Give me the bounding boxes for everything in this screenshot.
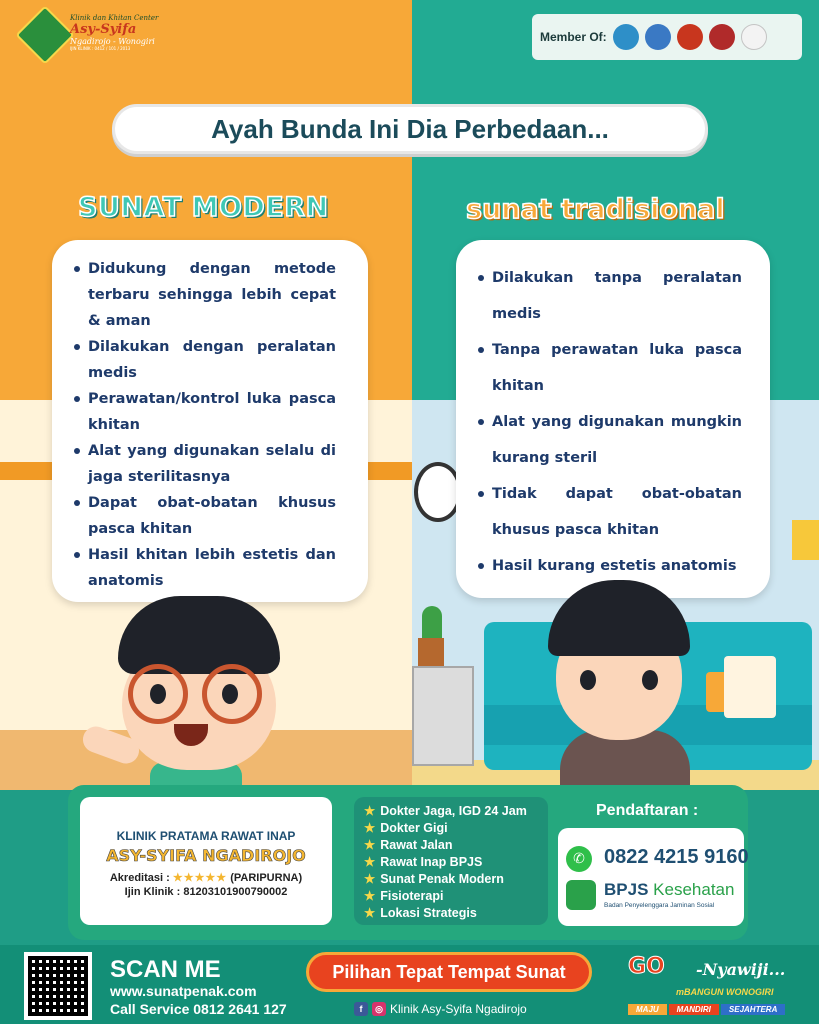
modern-item: Alat yang digunakan selalu di jaga sterilitasnya — [72, 438, 336, 490]
clinic-label: KLINIK PRATAMA RAWAT INAP — [116, 829, 296, 843]
member-of-bar — [532, 14, 802, 60]
service-item: ★ Lokasi Strategis — [364, 906, 477, 920]
member-label: Member Of: — [540, 30, 607, 44]
registration-phone[interactable]: 0822 4215 9160 — [604, 846, 749, 868]
go-subtitle: mBANGUN WONOGIRI — [676, 987, 774, 997]
logo-location: Ngadirojo - Wonogiri — [70, 37, 155, 46]
page-title: Ayah Bunda Ini Dia Perbedaan... — [211, 113, 609, 144]
modern-item: Perawatan/kontrol luka pasca khitan — [72, 386, 336, 438]
scan-me-label: SCAN ME — [110, 956, 221, 983]
social-row[interactable] — [354, 1002, 527, 1016]
go-bar-maju: MAJU — [628, 1004, 667, 1015]
traditional-heading: sunat tradisional — [466, 194, 725, 225]
star-icon: ★ — [364, 889, 376, 903]
cactus-illustration — [422, 606, 442, 642]
modern-item: Hasil khitan lebih estetis dan anatomis — [72, 542, 336, 594]
association-logo-icon — [741, 24, 767, 50]
clinic-card — [80, 797, 332, 925]
accreditation-label: Akreditasi : — [109, 872, 170, 884]
pillow-cream — [724, 656, 776, 718]
website-link[interactable]: www.sunatpenak.com — [110, 983, 257, 999]
registration-title: Pendaftaran : — [596, 802, 699, 819]
traditional-item: Hasil kurang estetis anatomis — [476, 548, 742, 584]
bpjs-subtitle: Badan Penyelenggara Jaminan Sosial — [604, 902, 715, 909]
go-nyawiji-text: -Nyawiji... — [696, 960, 786, 979]
service-item: ★ Rawat Jalan — [364, 838, 453, 852]
title-banner — [112, 104, 708, 154]
clinic-logo-text — [70, 14, 180, 51]
call-service[interactable]: Call Service 0812 2641 127 — [110, 1001, 287, 1017]
modern-item: Dilakukan dengan peralatan medis — [72, 334, 336, 386]
eye-right — [222, 684, 238, 704]
qr-code-pattern — [28, 956, 88, 1016]
star-icon: ★ — [364, 855, 376, 869]
traditional-item: Alat yang digunakan mungkin kurang steril — [476, 404, 742, 476]
accreditation-row — [80, 871, 332, 884]
service-item: ★ Sunat Penak Modern — [364, 872, 504, 886]
go-bar-mandiri: MANDIRI — [669, 1004, 719, 1015]
logo-license: IJIN KLINIK : 0412 / 101 / 2013 — [70, 46, 131, 51]
traditional-card — [456, 240, 770, 598]
network-logo-icon — [613, 24, 639, 50]
modern-item: Dapat obat-obatan khusus pasca khitan — [72, 490, 336, 542]
lamp-illustration — [792, 520, 819, 560]
partner-logo-icon — [677, 24, 703, 50]
bpjs-logo-icon — [566, 880, 596, 910]
modern-item: Didukung dengan metode terbaru sehingga lebih cepat & aman — [72, 256, 336, 334]
khitan-logo-icon — [645, 24, 671, 50]
clinic-name: ASY-SYIFA NGADIROJO — [106, 846, 306, 865]
whatsapp-icon[interactable]: ✆ — [566, 846, 592, 872]
boy2-eye-right — [642, 670, 658, 690]
service-item: ★ Rawat Inap BPJS — [364, 855, 483, 869]
eye-left — [150, 684, 166, 704]
go-bars — [628, 1004, 785, 1015]
clock-illustration — [414, 462, 462, 522]
registration-card — [558, 828, 744, 926]
service-item: ★ Dokter Gigi — [364, 821, 448, 835]
star-icon: ★ — [364, 804, 376, 818]
modern-card — [52, 240, 368, 602]
boy2-eye-left — [580, 670, 596, 690]
services-list — [354, 797, 548, 925]
ihc-logo-icon — [709, 24, 735, 50]
qr-code[interactable] — [24, 952, 92, 1020]
service-item: ★ Fisioterapi — [364, 889, 444, 903]
clinic-license: Ijin Klinik : 81203101900790002 — [124, 886, 288, 898]
traditional-item: Tidak dapat obat-obatan khusus pasca khitan — [476, 476, 742, 548]
star-icon: ★ — [364, 838, 376, 852]
star-icon: ★ — [364, 821, 376, 835]
service-item: ★ Dokter Jaga, IGD 24 Jam — [364, 804, 527, 818]
bpjs-logo-text: BPJS Kesehatan — [604, 880, 735, 899]
social-handle: Klinik Asy-Syifa Ngadirojo — [390, 1002, 527, 1016]
facebook-icon[interactable]: f — [354, 1002, 368, 1016]
logo-subtitle: Klinik dan Khitan Center — [70, 14, 159, 22]
instagram-icon[interactable]: ◎ — [372, 1002, 386, 1016]
rating-stars-icon: ★★★★★ — [172, 872, 228, 884]
go-logo: GO — [628, 954, 665, 979]
traditional-item: Dilakukan tanpa peralatan medis — [476, 260, 742, 332]
tagline-text: Pilihan Tepat Tempat Sunat — [332, 961, 566, 982]
accreditation-value: (PARIPURNA) — [230, 872, 303, 884]
modern-heading: SUNAT MODERN — [78, 192, 329, 223]
traditional-item: Tanpa perawatan luka pasca khitan — [476, 332, 742, 404]
star-icon: ★ — [364, 872, 376, 886]
go-bar-sejahtera: SEJAHTERA — [721, 1004, 785, 1015]
logo-name: Asy-Syifa — [70, 22, 137, 37]
tagline-banner — [306, 952, 592, 992]
plant-pot — [418, 638, 444, 666]
star-icon: ★ — [364, 906, 376, 920]
cabinet-illustration — [412, 666, 474, 766]
